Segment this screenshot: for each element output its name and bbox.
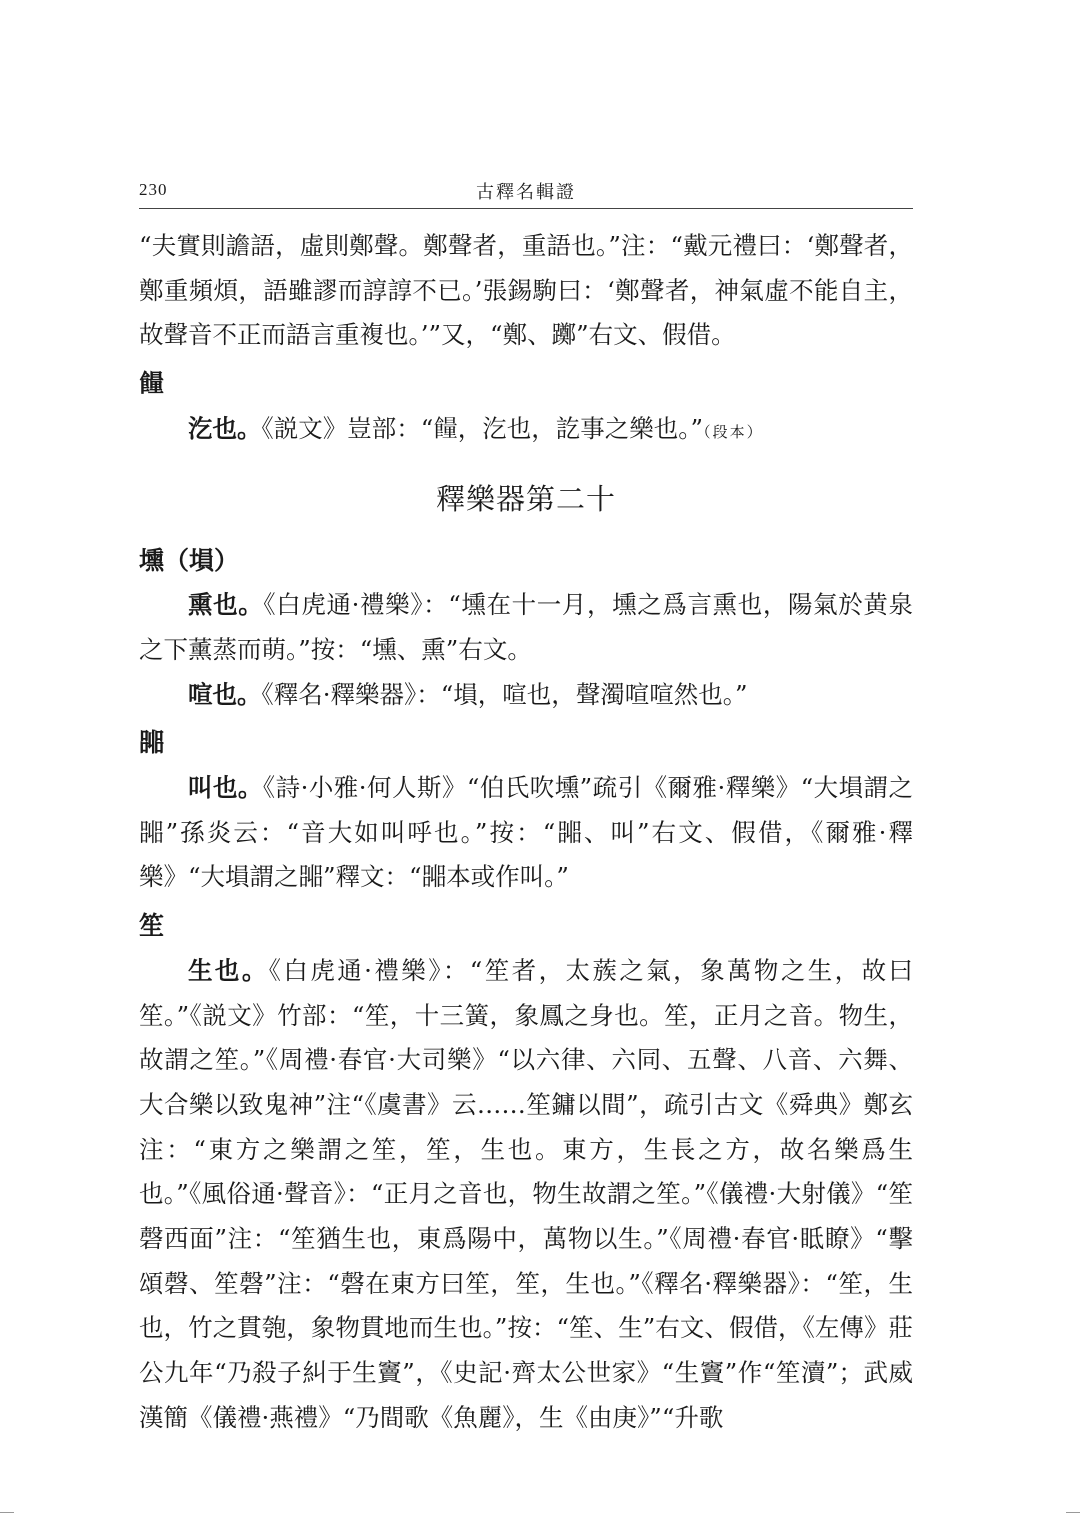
edition-note: （段本） xyxy=(703,422,764,441)
crop-mark xyxy=(1066,1512,1080,1513)
entry-headword: 嘂 xyxy=(139,728,165,758)
gloss-lead: 熏也。 xyxy=(188,590,264,620)
page-number: 230 xyxy=(139,180,168,199)
entry-paragraph xyxy=(139,949,913,1441)
entry-paragraph xyxy=(139,766,913,900)
gloss-text: 《釋名·釋樂器》：“塤，喧也，聲濁喧喧然也。” xyxy=(261,679,748,709)
entry-paragraph xyxy=(139,583,913,672)
entry-headword: 𩞯 xyxy=(139,369,165,399)
entry-paragraph xyxy=(139,673,913,718)
page-body xyxy=(139,224,913,1441)
gloss-lead: 喧也。 xyxy=(188,679,262,709)
entry-headword xyxy=(139,539,913,584)
running-title: 古釋名輯證 xyxy=(476,182,576,203)
gloss-text: 《白虎通·禮樂》：“壎在十一月，壎之爲言熏也，陽氣於黄泉之下薰蒸而萌。”按：“壎、熏”右文。 xyxy=(139,590,914,664)
gloss-lead: 叫也。 xyxy=(188,773,263,803)
headword: 壎 xyxy=(139,545,165,575)
continued-paragraph: “夫實則譫語，虛則鄭聲。鄭聲者，重語也。”注：“戴元禮曰：‘鄭聲者，鄭重頻煩，語雖謬而諄諄不已。’張錫駒曰：‘鄭聲者，神氣虛不能自主，故聲音不正而語言重複也。’”又，“鄭、躑”右文、假借。 xyxy=(139,231,913,350)
entry-paragraph xyxy=(139,407,913,455)
gloss-text: 《詩·小雅·何人斯》“伯氏吹壎”疏引《爾雅·釋樂》“大塤謂之嘂”孫炎云：“音大如叫呼也。”按：“嘂、叫”右文、假借，《爾雅·釋樂》“大塤謂之嘂”釋文：“嘂本或作叫。” xyxy=(139,773,914,892)
gloss-lead: 汔也。 xyxy=(188,413,262,443)
gloss-text: 《説文》豈部：“𩞯，汔也，訖事之樂也。” xyxy=(261,413,704,443)
entry-headword: 笙 xyxy=(139,911,165,941)
crop-mark xyxy=(0,1512,14,1513)
running-header xyxy=(139,178,913,209)
gloss-lead: 生也。 xyxy=(188,955,269,985)
section-title: 釋樂器第二十 xyxy=(435,481,616,516)
headword-variant: （塤） xyxy=(164,545,240,575)
gloss-text: 《白虎通·禮樂》：“笙者，太蔟之氣，象萬物之生，故曰笙。”《説文》竹部：“笙，十三簧，象鳳之身也。笙，正月之音。物生，故謂之笙。”《周禮·春官·大司樂》“以六律、六同、五聲、八音、六舞、大合樂以致鬼神”注“《虞書》云……笙鏞以間”，疏引古文《舜典》鄭玄注：“東方之樂謂之笙，笙，生也。東方，生長之方，故名樂爲生也。”《風俗通·聲音》：“正月之音也，物生故謂之笙。”《儀禮·大射儀》“笙磬西面”注：“笙猶生也，東爲陽中，萬物以生。”《周禮·春官·眡瞭》“擊頌磬、笙磬”注：“磬在東方曰笙，笙，生也。”《釋名·釋樂器》：“笙，生也，竹之貫匏，象物貫地而生也。”按：“笙、生”右文、假借，《左傳》莊公九年“乃殺子糾于生竇”，《史記·齊太公世家》“生竇”作“笙瀆”；武威漢簡《儀禮·燕禮》“乃間歌《魚麗》，生《由庚》”“升歌 xyxy=(139,955,914,1432)
